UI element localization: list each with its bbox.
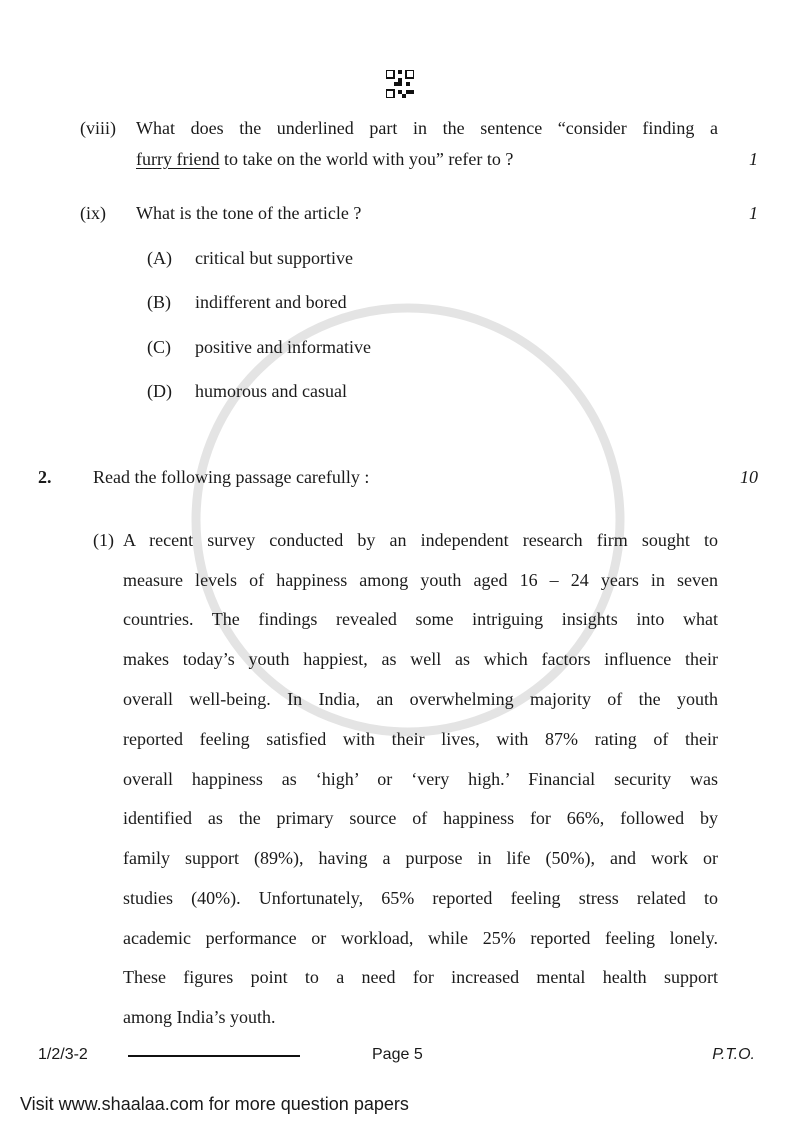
- marks: 1: [749, 203, 758, 223]
- question-text: What is the tone of the article ?: [136, 203, 362, 223]
- passage-line: studies (40%). Unfortunately, 65% reported feeling stress related to: [123, 888, 718, 908]
- question-text: [136, 148, 513, 170]
- passage-line: A recent survey conducted by an independent research firm sought to: [123, 530, 718, 550]
- option-text: critical but supportive: [195, 248, 353, 268]
- option-text: positive and informative: [195, 337, 371, 357]
- visit-link[interactable]: Visit www.shaalaa.com for more question papers: [20, 1094, 409, 1114]
- paper-code: 1/2/3-2: [38, 1046, 88, 1063]
- question-text: What does the underlined part in the sentence “consider finding a: [136, 118, 718, 138]
- passage-line: makes today’s youth happiest, as well as which factors influence their: [123, 649, 718, 669]
- option-label: (C): [147, 337, 171, 357]
- question-text-rest: to take on the world with you” refer to ?: [219, 149, 514, 169]
- option-text: humorous and casual: [195, 381, 347, 401]
- passage-line: academic performance or workload, while 25% reported feeling lonely.: [123, 928, 718, 948]
- question-number: (ix): [80, 203, 106, 223]
- question-number: 2.: [38, 467, 52, 487]
- question-number: (viii): [80, 118, 116, 138]
- pto-label: P.T.O.: [712, 1046, 755, 1063]
- passage-line: overall happiness as ‘high’ or ‘very high.’ Financial security was: [123, 769, 718, 789]
- option-label: (B): [147, 292, 171, 312]
- passage-line: overall well-being. In India, an overwhelming majority of the youth: [123, 689, 718, 709]
- option-label: (A): [147, 248, 172, 268]
- passage-line: among India’s youth.: [123, 1007, 276, 1027]
- passage-line: These figures point to a need for increased mental health support: [123, 967, 718, 987]
- qr-code: [386, 70, 414, 98]
- passage-line: identified as the primary source of happiness for 66%, followed by: [123, 808, 718, 828]
- option-label: (D): [147, 381, 172, 401]
- option-text: indifferent and bored: [195, 292, 347, 312]
- passage-line: reported feeling satisfied with their lives, with 87% rating of their: [123, 729, 718, 749]
- marks: 1: [749, 149, 758, 169]
- page-number: Page 5: [372, 1046, 423, 1063]
- question-text: Read the following passage carefully :: [93, 467, 370, 487]
- passage-line: family support (89%), having a purpose in life (50%), and work or: [123, 848, 718, 868]
- paragraph-number: (1): [93, 530, 114, 550]
- underlined-phrase: furry friend: [136, 149, 220, 169]
- passage-line: countries. The findings revealed some intriguing insights into what: [123, 609, 718, 629]
- footer-rule: [128, 1055, 300, 1057]
- marks: 10: [740, 467, 758, 487]
- passage-line: measure levels of happiness among youth aged 16 – 24 years in seven: [123, 570, 718, 590]
